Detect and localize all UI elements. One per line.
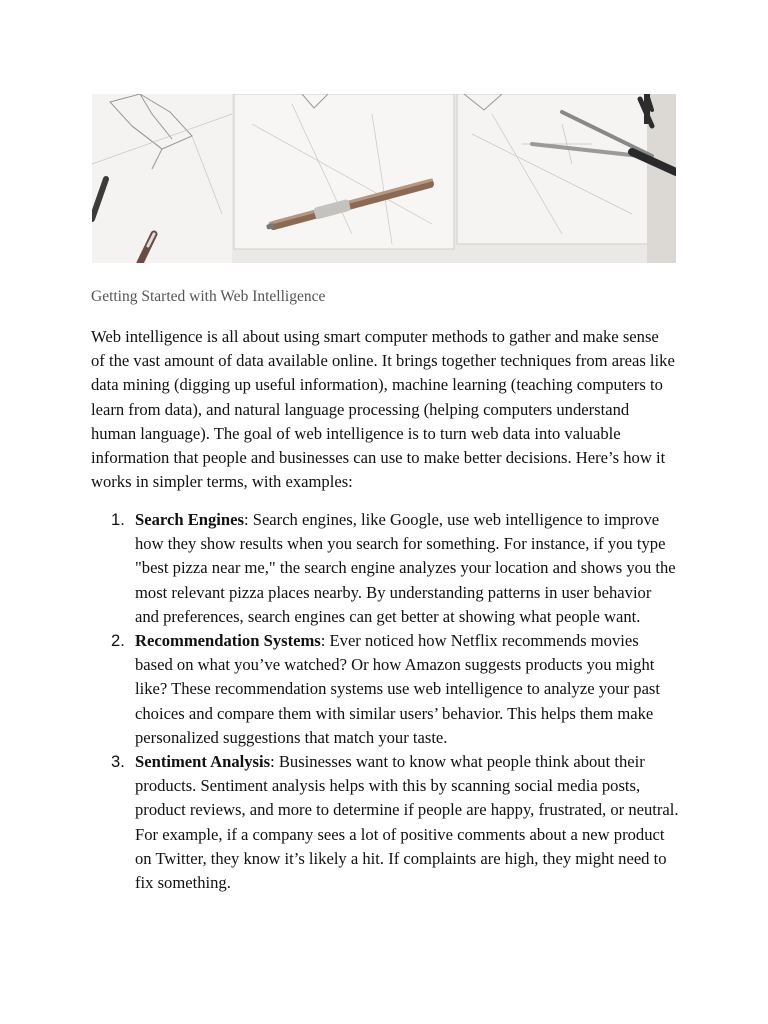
list-text: : Businesses want to know what people think about their products. Sentiment analysis helps with this by scanning social media posts, product reviews, and more to determine if people are happy, frustrated, or neutral. For example, if a company sees a lot of positive comments about a new product on Twitter, they know it’s likely a hit. If complaints are high, they might need to fix something. (135, 752, 679, 893)
list-number: 3. (111, 752, 125, 772)
list-text: : Ever noticed how Netflix recommends movies based on what you’ve watched? Or how Amazon suggests products you might like? These recommendation systems use web intelligence to analyze your past choices and compare them with similar users’ behavior. This helps them make personalized suggestions that match your taste. (135, 631, 660, 747)
list-term: Search Engines (135, 510, 244, 529)
list-number: 1. (111, 510, 125, 529)
hero-image (92, 94, 676, 263)
list-term: Recommendation Systems (135, 631, 321, 651)
list-number: 2. (111, 631, 125, 651)
examples-list (91, 508, 679, 895)
list-item (91, 629, 679, 750)
list-item (91, 508, 679, 629)
list-text: : Search engines, like Google, use web intelligence to improve how they show results when you search for something. For instance, if you type "best pizza near me," the search engine analyzes your location and shows you the most relevant pizza places nearby. By understanding patterns in user behavior and preferences, search engines can get better at showing what people want. (135, 510, 676, 626)
page-subtitle: Getting Started with Web Intelligence (91, 288, 326, 305)
list-term: Sentiment Analysis (135, 752, 271, 772)
list-item (91, 750, 679, 895)
drafting-desk-photo-icon (92, 94, 676, 263)
intro-paragraph: Web intelligence is all about using smart computer methods to gather and make sense of the vast amount of data available online. It brings together techniques from areas like data mining (digging up useful information), machine learning (teaching computers to learn from data), and natural language processing (helping computers understand human language). The goal of web intelligence is to turn web data into valuable information that people and businesses can use to make better decisions. Here’s how it works in simpler terms, with examples: (91, 327, 675, 492)
